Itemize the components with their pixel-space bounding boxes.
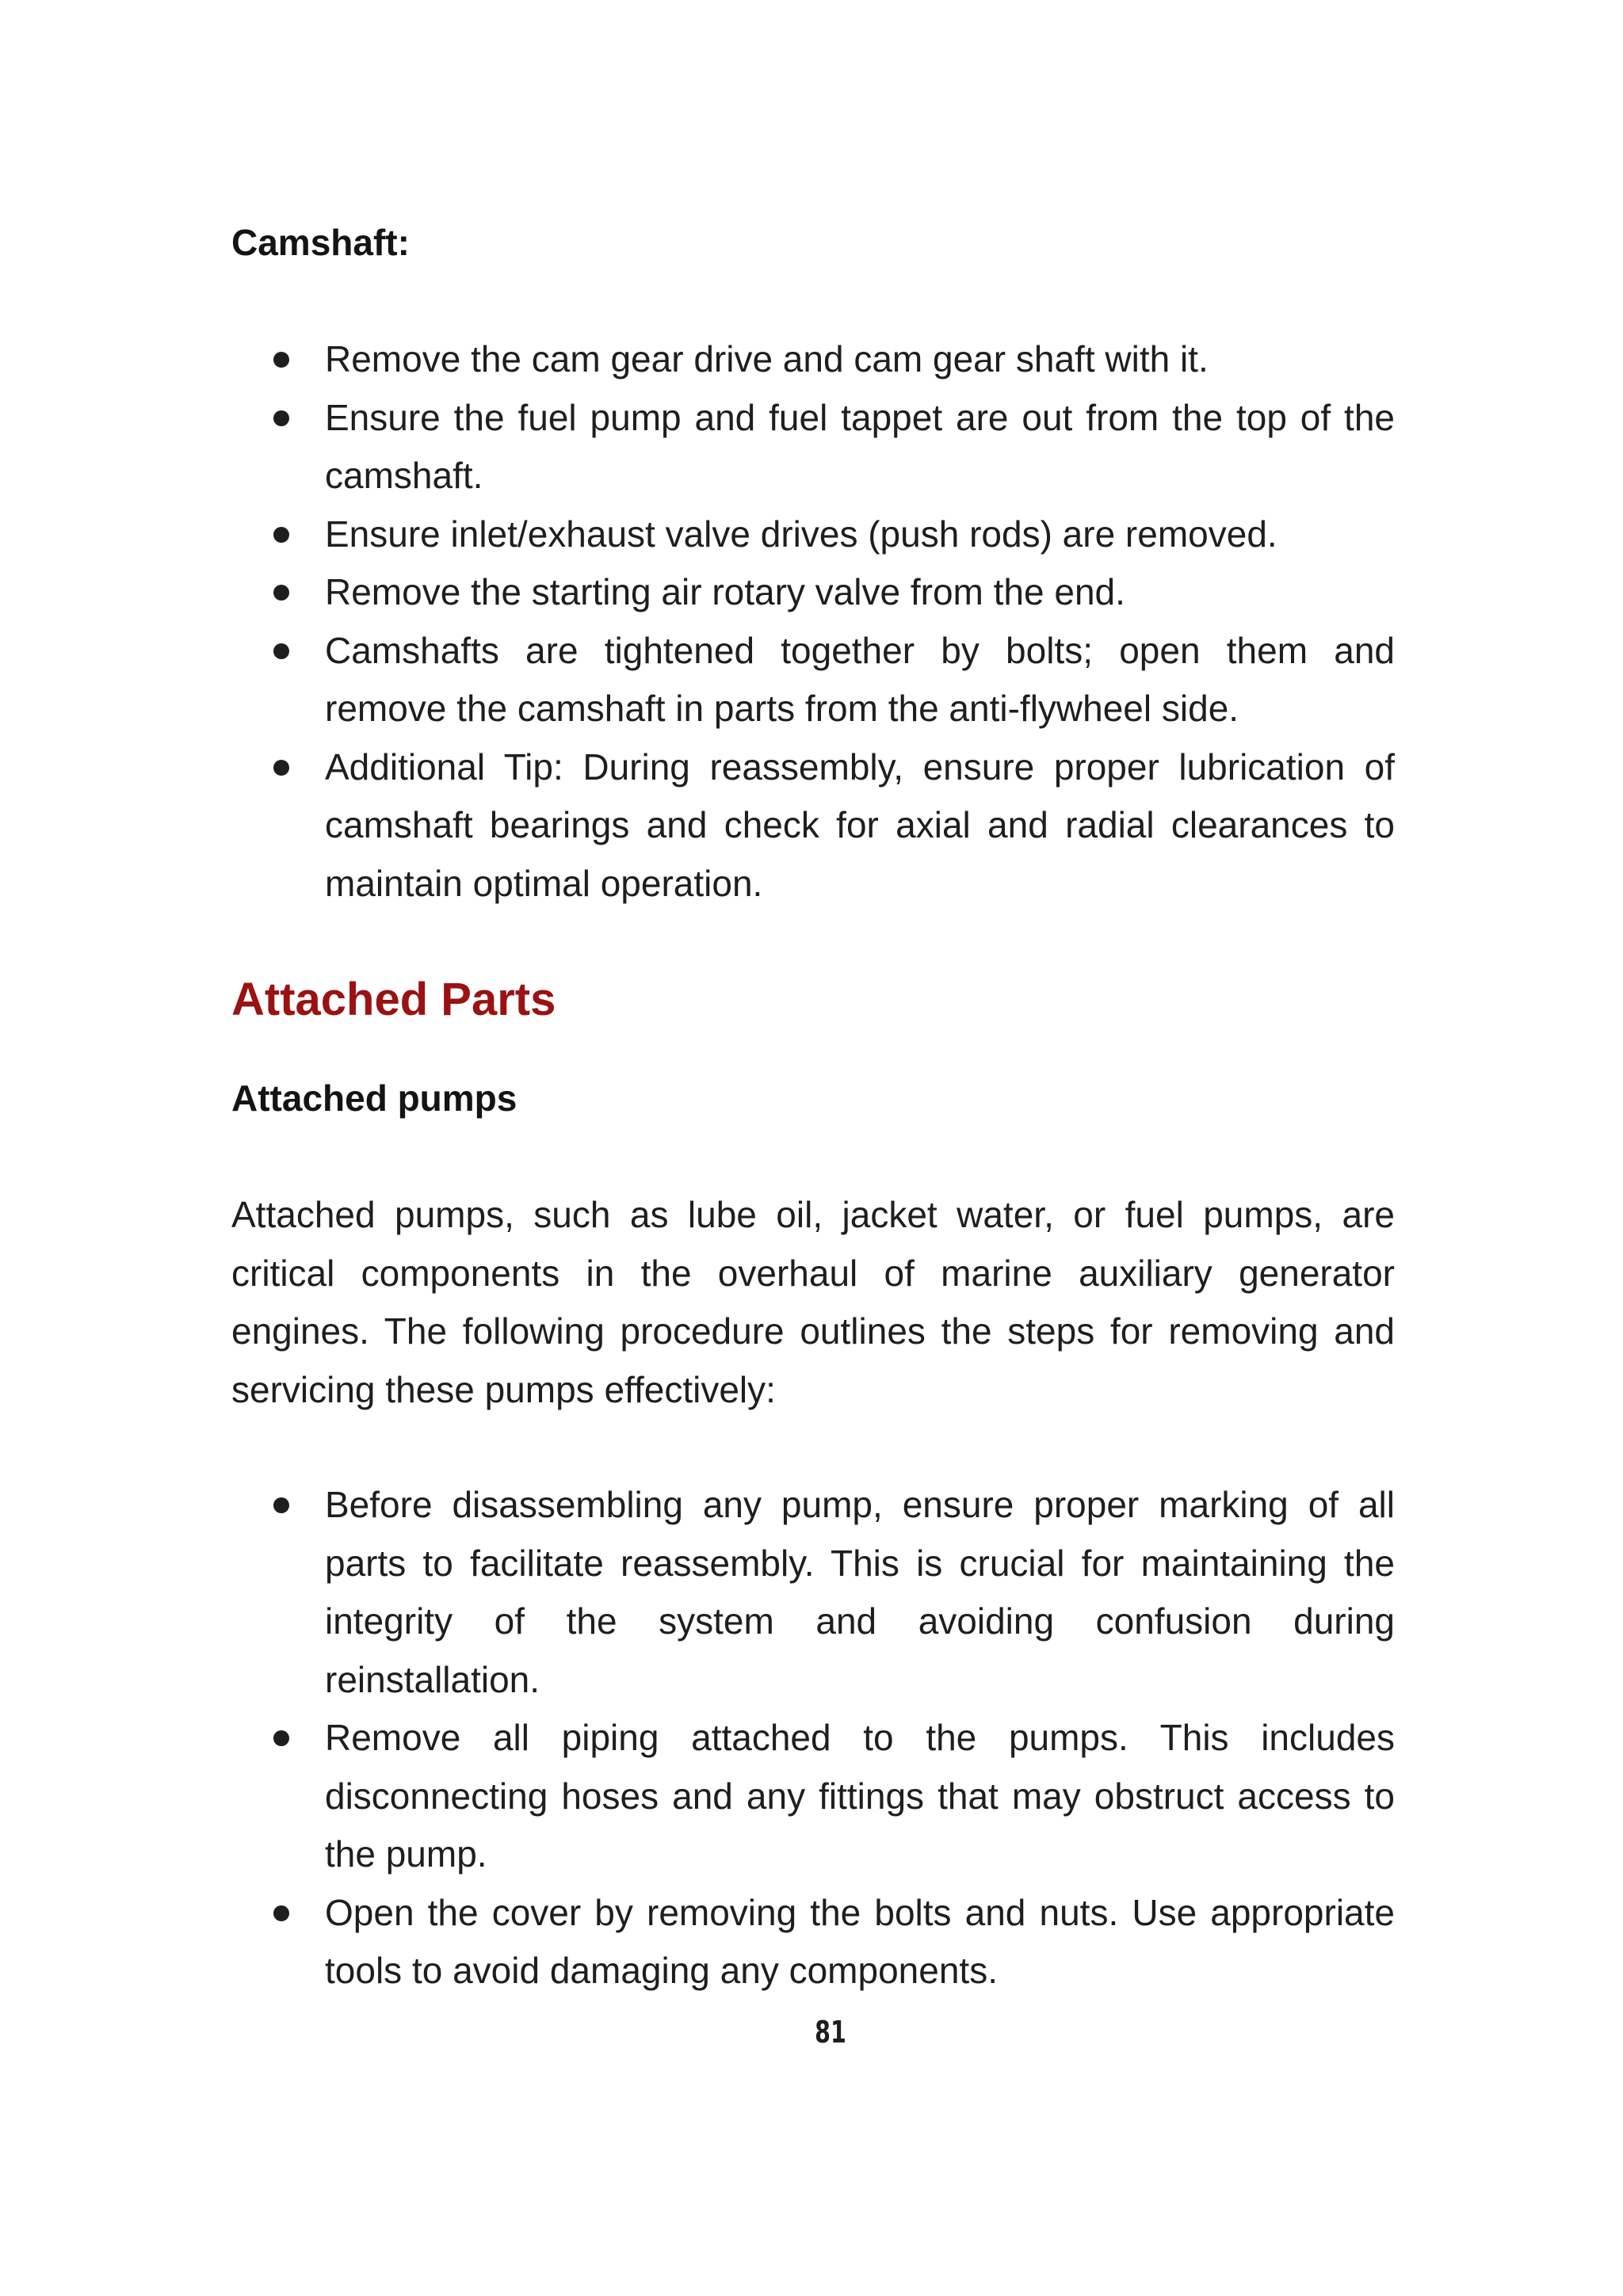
section-title: Attached Parts: [231, 974, 556, 1025]
list-item-text: Remove the cam gear drive and cam gear shaft with it.: [325, 338, 1209, 379]
list-item: [325, 563, 1395, 622]
page-number: 81: [815, 2015, 846, 2050]
list-item-text: Before disassembling any pump, ensure proper marking of all parts to facilitate reassembly. This is crucial for maintaining the integrity of the system and avoiding confusion during reinstallation.: [325, 1484, 1395, 1700]
camshaft-bullet-list: [231, 330, 1395, 913]
list-item-text: Remove the starting air rotary valve from the end.: [325, 571, 1125, 612]
pump-bullet-list: [231, 1476, 1395, 2000]
list-item-text: Camshafts are tightened together by bolts; open them and remove the camshaft in parts from the anti-flywheel side.: [325, 629, 1395, 729]
list-item: [325, 738, 1395, 913]
bullet-dot-icon: [273, 585, 289, 601]
list-item-text: Additional Tip: During reassembly, ensure proper lubrication of camshaft bearings and check for axial and radial clearances to maintain optimal operation.: [325, 746, 1395, 904]
list-item-text: Open the cover by removing the bolts and nuts. Use appropriate tools to avoid damaging any components.: [325, 1891, 1395, 1991]
list-item-text: Remove all piping attached to the pumps. This includes disconnecting hoses and any fittings that may obstruct access to the pump.: [325, 1717, 1395, 1875]
bullet-dot-icon: [273, 760, 289, 776]
attached-pumps-heading: Attached pumps: [231, 1077, 517, 1119]
bullet-dot-icon: [273, 643, 289, 659]
list-item-text: Ensure the fuel pump and fuel tappet are out from the top of the camshaft.: [325, 396, 1395, 496]
list-item: [325, 622, 1395, 738]
intro-paragraph: Attached pumps, such as lube oil, jacket water, or fuel pumps, are critical components in the overhaul of marine auxiliary generator engines. The following procedure outlines the steps for removing and servicing these pumps effectively:: [231, 1194, 1395, 1410]
list-item: [325, 1884, 1395, 2000]
list-item: [325, 1709, 1395, 1884]
bullet-dot-icon: [273, 1905, 289, 1921]
page-content: [231, 214, 1395, 2000]
list-item-text: Ensure inlet/exhaust valve drives (push rods) are removed.: [325, 513, 1277, 555]
list-item: [325, 505, 1395, 564]
bullet-dot-icon: [273, 1497, 289, 1513]
bullet-dot-icon: [273, 352, 289, 368]
list-item: [325, 389, 1395, 505]
bullet-dot-icon: [273, 1730, 289, 1746]
camshaft-heading: Camshaft:: [231, 222, 410, 263]
bullet-dot-icon: [273, 527, 289, 543]
list-item: [325, 330, 1395, 389]
list-item: [325, 1476, 1395, 1709]
bullet-dot-icon: [273, 410, 289, 426]
